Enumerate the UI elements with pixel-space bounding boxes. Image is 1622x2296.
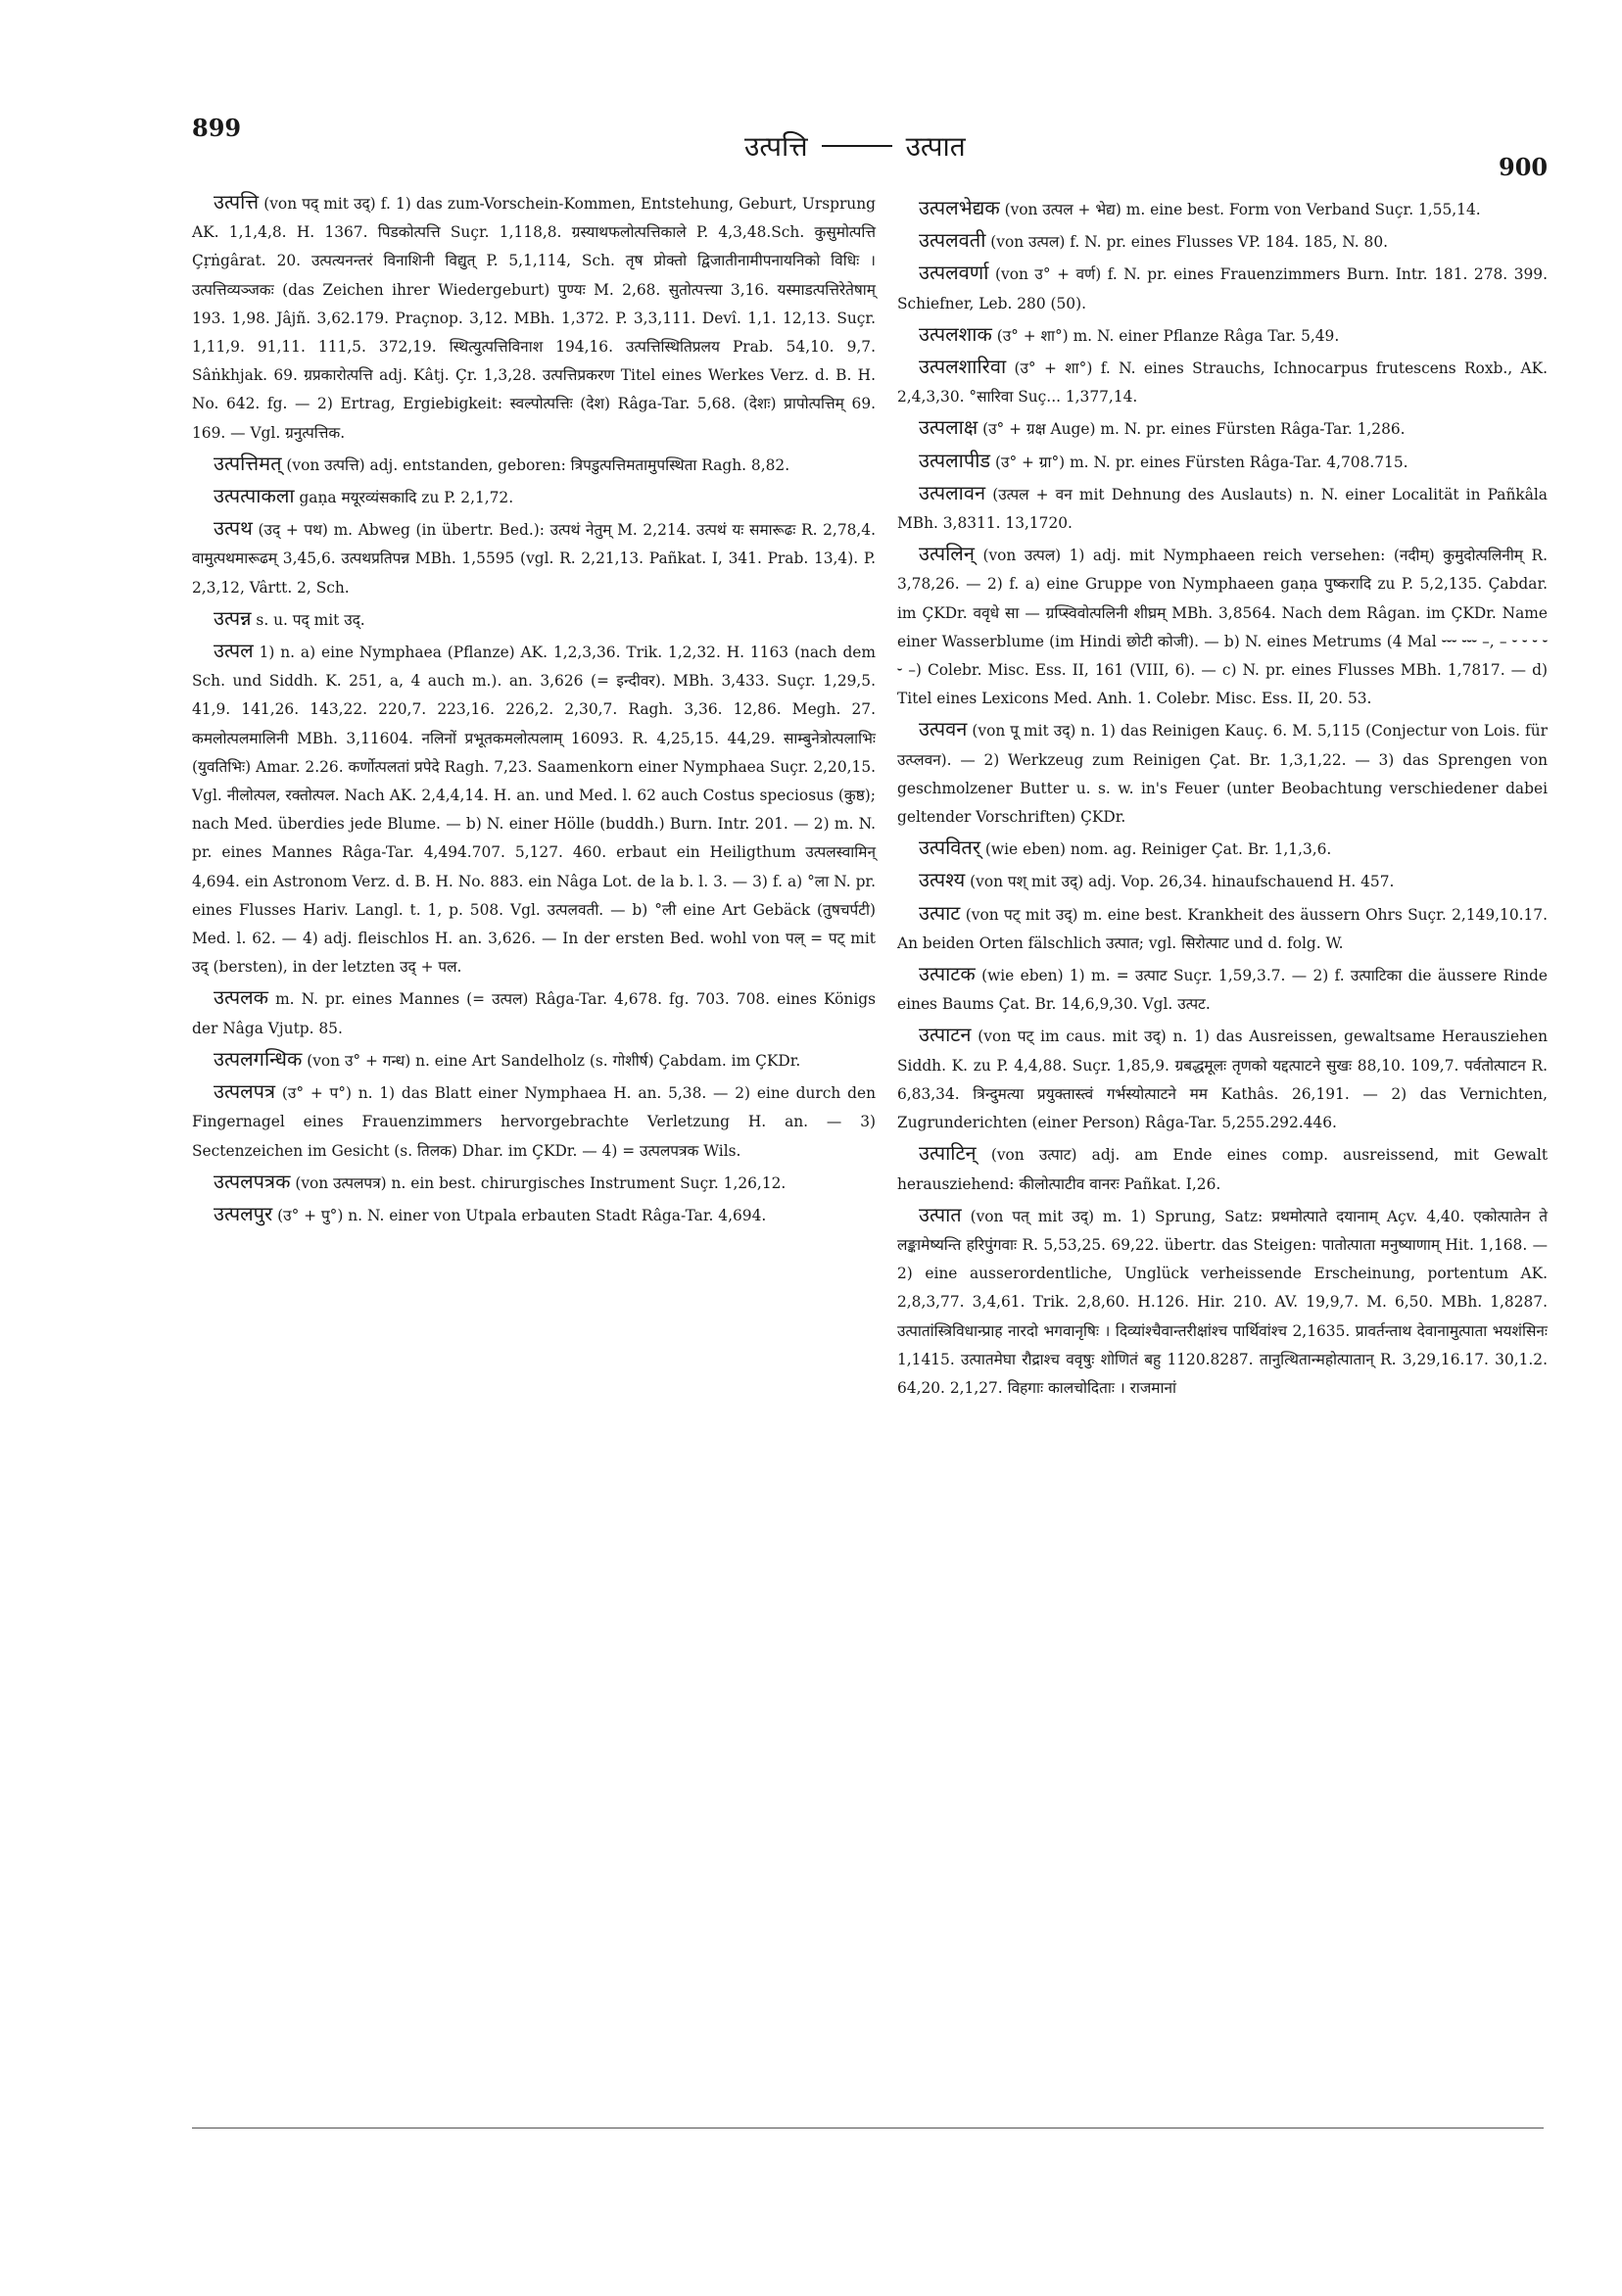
entry-definition: (von उत्पलपत्र) n. ein best. chirurgisches Instrument Suçr. 1,26,12.	[290, 1173, 787, 1192]
bottom-rule	[192, 2128, 1544, 2129]
entry-headword: उत्पत्तिमत्	[214, 451, 282, 475]
entry-definition: (उद् + पथ) m. Abweg (in übertr. Bed.): उत्पथं नेतुम् M. 2,214. उत्पथं यः समारूढः R. 2,78,4. वामुत्पथमारूढम् 3,45,6. उत्पथप्रतिपन्न MBh. 1,5595 (vgl. R. 2,21,13. Pañkat. I, 341. Prab. 13,4). P. 2,3,12, Vârtt. 2, Sch.	[192, 521, 876, 597]
entry-headword: उत्पत्ति	[214, 190, 260, 214]
entry-definition: (उ° + पु°) n. N. einer von Utpala erbauten Stadt Râga-Tar. 4,694.	[272, 1206, 767, 1224]
dictionary-entry	[192, 604, 876, 635]
page-number-right: 900	[1499, 153, 1549, 181]
entry-definition: (von उत्पल + भेद्य) m. eine best. Form von Verband Suçr. 1,55,14.	[999, 201, 1481, 218]
entry-headword: उत्पलशारिवा	[919, 355, 1007, 379]
entry-definition: (von पू mit उद्) n. 1) das Reinigen Kauç. 6. M. 5,115 (Conjectur von Lois. für उत्प्लवन). — 2) Werkzeug zum Reinigen Çat. Br. 1,3,1,22. — 3) das Sprengen von geschmolzener Butter u. s. w. in's Feuer (unter Beobachtung verschiedener dabei geltender Vorschriften) ÇKDr.	[897, 722, 1548, 827]
entry-definition: (उ° + प°) n. 1) das Blatt einer Nymphaea H. an. 5,38. — 2) eine durch den Fingernagel eines Frauenzimmers hervorgebrachte Verletzung H. an. — 3) Sectenzeichen im Gesicht (s. तिलक) Dhar. im ÇKDr. — 4) = उत्पलपत्रक Wils.	[192, 1084, 876, 1160]
dictionary-entry	[192, 514, 876, 602]
entry-headword: उत्पलपत्र	[214, 1079, 276, 1104]
entry-headword: उत्पत्पाकला	[214, 484, 295, 508]
entry-definition: (wie eben) 1) m. = उत्पाट Suçr. 1,59,3.7. — 2) f. उत्पाटिका die äussere Rinde eines Baums Çat. Br. 14,6,9,30. Vgl. उत्पट.	[897, 967, 1548, 1014]
entry-definition: (von उत्पत्ति) adj. entstanden, geboren: त्रिपडुत्पत्तिमतामुपस्थिता Ragh. 8,82.	[281, 455, 790, 474]
dictionary-entry	[897, 1021, 1548, 1137]
guide-word-right: उत्पात	[905, 130, 966, 163]
entry-definition: (उत्पल + वन mit Dehnung des Auslauts) n. N. einer Localität in Pañkâla MBh. 3,8311. 13,1720.	[897, 485, 1548, 533]
entry-headword: उत्पल	[214, 639, 254, 663]
entry-headword: उत्पलवर्णा	[919, 261, 989, 285]
dictionary-entry	[192, 188, 876, 448]
entry-definition: (von पट् im caus. mit उद्) n. 1) das Ausreissen, gewaltsame Herausziehen Siddh. K. zu P. 4,4,88. Suçr. 1,85,9. ग्रबद्धमूलः तृणको यद्दत्पाटने सुखः 88,10. 109,7. पर्वतोत्पाटन R. 6,83,34. त्रिन्दुमत्या प्रयुक्तास्त्वं गर्भस्योत्पाटने मम Kathâs. 26,191. — 2) das Vernichten, Zugrunderichten (einer Person) Râga-Tar. 5,255.292.446.	[897, 1028, 1548, 1132]
entry-definition: (von पश् mit उद्) adj. Vop. 26,34. hinaufschauend H. 457.	[965, 873, 1395, 891]
entry-definition: (von पत् mit उद्) m. 1) Sprung, Satz: प्रथमोत्पाते दयानाम् Açv. 4,40. एकोत्पातेन ते लङ्कामेष्यन्ति हरिपुंगवाः R. 5,53,25. 69,22. übertr. das Steigen: पातोत्पाता मनुष्याणाम् Hit. 1,168. — 2) eine ausserordentliche, Unglück verheissende Erscheinung, portentum AK. 2,8,3,77. 3,4,61. Trik. 2,8,60. H.126. Hir. 210. AV. 19,9,7. M. 6,50. MBh. 1,8287. उत्पातांस्त्रिविधान्प्राह नारदो भगवानृषिः । दिव्यांश्चैवान्तरीक्षांश्च पार्थिवांश्च 2,1635. प्रावर्तन्ताथ देवानामुत्पाता भयशंसिनः 1,1415. उत्पातमेघा रौद्राश्च ववृषुः शोणितं बहु 1120.8287. तानुत्थितान्महोत्पातान् R. 3,29,16.17. 30,1.2. 64,20. 2,1,27. विहगाः कालचोदिताः । राजमानां	[897, 1207, 1548, 1397]
dictionary-entry	[897, 447, 1548, 477]
dictionary-entry	[192, 482, 876, 512]
entry-headword: उत्पलभेद्यक	[919, 196, 1000, 219]
entry-headword: उत्पथ	[214, 516, 253, 541]
dictionary-entry	[897, 413, 1548, 444]
running-head	[744, 127, 966, 165]
guide-dash	[822, 145, 892, 147]
entry-definition: (wie eben) nom. ag. Reiniger Çat. Br. 1,1,3,6.	[980, 840, 1332, 859]
dictionary-entry	[897, 226, 1548, 257]
dictionary-entry	[897, 1139, 1548, 1198]
entry-headword: उत्पलापीड	[919, 448, 991, 472]
entry-headword: उत्पाट	[919, 900, 961, 925]
entry-headword: उत्पवन	[919, 717, 968, 741]
entry-headword: उत्पलाक्ष	[919, 415, 978, 440]
guide-word-left: उत्पत्ति	[744, 130, 808, 163]
page-number-left: 899	[192, 114, 242, 142]
dictionary-entry	[192, 1077, 876, 1166]
entry-headword: उत्पलपुर	[214, 1201, 273, 1225]
dictionary-entry	[897, 540, 1548, 713]
entry-definition: (उ° + शा°) f. N. eines Strauchs, Ichnocarpus frutescens Roxb., AK. 2,4,3,30. °सारिवा Suç... 1,377,14.	[897, 359, 1548, 407]
dictionary-entry	[897, 715, 1548, 832]
entry-headword: उत्पश्य	[919, 868, 966, 892]
dictionary-entry	[192, 1168, 876, 1198]
dictionary-entry	[897, 353, 1548, 411]
entry-definition: gaṇa मयूरव्यंसकादि zu P. 2,1,72.	[294, 489, 514, 507]
entry-headword: उत्पाटिन्	[919, 1141, 977, 1166]
dictionary-entry	[897, 194, 1548, 224]
entry-definition: (उ° + ग्रक्ष Auge) m. N. pr. eines Fürsten Râga-Tar. 1,286.	[978, 420, 1406, 439]
entry-headword: उत्पन्न	[214, 605, 252, 630]
entry-definition: (उ° + ग्रा°) m. N. pr. eines Fürsten Râga-Tar. 4,708.715.	[990, 453, 1408, 471]
left-column	[192, 188, 876, 1232]
dictionary-entry	[192, 1200, 876, 1230]
dictionary-entry	[897, 834, 1548, 864]
entry-definition: (von उ° + गन्ध) n. eine Art Sandelholz (s. गोशीर्ष) Çabdam. im ÇKDr.	[302, 1051, 801, 1070]
dictionary-entry	[897, 899, 1548, 958]
dictionary-entry	[897, 320, 1548, 351]
entry-headword: उत्पलशाक	[919, 321, 992, 346]
dictionary-entry	[192, 637, 876, 981]
dictionary-entry	[897, 259, 1548, 317]
dictionary-entry	[192, 983, 876, 1042]
dictionary-entry	[192, 450, 876, 480]
dictionary-entry	[897, 960, 1548, 1019]
dictionary-entry	[897, 479, 1548, 538]
entry-headword: उत्पलपत्रक	[214, 1169, 291, 1193]
entry-definition: (von उत्पल) f. N. pr. eines Flusses VP. 184. 185, N. 80.	[985, 233, 1388, 252]
entry-definition: m. N. pr. eines Mannes (= उत्पल) Râga-Tar. 4,678. fg. 703. 708. eines Königs der Nâga Vjutp. 85.	[192, 990, 876, 1037]
entry-definition: (von उत्पल) 1) adj. mit Nymphaeen reich versehen: (नदीम्) कुमुदोत्पलिनीम् R. 3,78,26. — 2) f. a) eine Gruppe von Nymphaeen gaṇa पुष्करादि zu P. 5,2,135. Çabdar. im ÇKDr. ववृधे सा — ग्रप्स्विवोत्पलिनी शीघ्रम् MBh. 3,8564. Nach dem Râgan. im ÇKDr. Name einer Wasserblume (im Hindi छोटी कोजी). — b) N. eines Metrums (4 Mal ⏑⏑⏑ ⏑⏑⏑ –, – ⏑ ⏑ ⏑ ⏑ ⏑ –) Colebr. Misc. Ess. II, 161 (VIII, 6). — c) N. pr. eines Flusses MBh. 1,7817. — d) Titel eines Lexicons Med. Anh. 1. Colebr. Misc. Ess. II, 20. 53.	[897, 547, 1548, 708]
entry-headword: उत्पलगन्धिक	[214, 1046, 303, 1071]
entry-headword: उत्पाटन	[919, 1023, 972, 1047]
entry-definition: 1) n. a) eine Nymphaea (Pflanze) AK. 1,2,3,36. Trik. 1,2,32. H. 1163 (nach dem Sch. und Siddh. K. 251, a, 4 auch m.). an. 3,626 (= इन्दीवर). MBh. 3,433. Suçr. 1,29,5. 41,9. 141,26. 143,22. 220,7. 223,16. 226,2. 2,30,7. Ragh. 3,36. 12,86. Megh. 27. कमलोत्पलमालिनी MBh. 3,11604. नलिनों प्रभूतकमलोत्पलाम् 16093. R. 4,25,15. 44,29. साम्बुनेत्रोत्पलाभिः (युवतिभिः) Amar. 2.26. कर्णोत्पलतां प्रपेदे Ragh. 7,23. Saamenkorn einer Nymphaea Suçr. 2,20,15. Vgl. नीलोत्पल, रक्तोत्पल. Nach AK. 2,4,4,14. H. an. und Med. l. 62 auch Costus speciosus (कुष्ठ); nach Med. überdies jede Blume. — b) N. einer Hölle (buddh.) Burn. Intr. 201. — 2) m. N. pr. eines Mannes Râga-Tar. 4,494.707. 5,127. 460. erbaut ein Heiligthum उत्पलस्वामिन् 4,694. ein Astronom Verz. d. B. H. No. 883. ein Nâga Lot. de la b. l. 3. — 3) f. a) °ला N. pr. eines Flusses Hariv. Langl. t. 1, p. 508. Vgl. उत्पलवती. — b) °ली eine Art Gebäck (तुषचर्पटी) Med. l. 62. — 4) adj. fleischlos H. an. 3,626. — In der ersten Bed. wohl von पल् = पट् mit उद् (bersten), in der letzten उद् + पल.	[192, 644, 876, 977]
entry-definition: s. u. पद् mit उद्.	[251, 610, 365, 629]
entry-headword: उत्पाटक	[919, 962, 976, 986]
dictionary-entry	[192, 1045, 876, 1076]
entry-headword: उत्पलवती	[919, 228, 986, 253]
entry-headword: उत्पलिन्	[919, 542, 975, 566]
entry-definition: (von पद् mit उद्) f. 1) das zum-Vorschein-Kommen, Entstehung, Geburt, Ursprung AK. 1,1,4,8. H. 1367. पिडकोत्पत्ति Suçr. 1,118,8. ग्रस्याथफलोत्पत्तिकाले P. 4,3,48.Sch. कुसुमोत्पत्ति Çṛṅgârat. 20. उत्पत्यनन्तरं विनाशिनी विद्युत् P. 5,1,114, Sch. तृष प्रोक्तो द्विजातीनामीपनायनिको विधिः । उत्पत्तिव्यञ्जकः (das Zeichen ihrer Wiedergeburt) पुण्यः M. 2,68. सुतोत्पत्त्या 3,16. यस्माडत्पत्तिरेतेषाम् 193. 1,98. Jâjñ. 3,62.179. Praçnop. 3,12. MBh. 1,372. P. 3,3,111. Devî. 1,1. 12,13. Suçr. 1,11,9. 91,11. 111,5. 372,19. स्थित्युत्पत्तिविनाश 194,16. उत्पत्तिस्थितिप्रलय Prab. 54,10. 9,7. Sâṅkhjak. 69. ग्रप्रकारोत्पत्ति adj. Kâtj. Çr. 1,3,28. उत्पत्तिप्रकरण Titel eines Werkes Verz. d. B. H. No. 642. fg. — 2) Ertrag, Ergiebigkeit: स्वल्पोत्पत्तिः (देश) Râga-Tar. 5,68. (देशः) प्रापोत्पत्तिम् 69. 169. — Vgl. ग्रनुत्पत्तिक.	[192, 195, 876, 442]
entry-headword: उत्पवितर्	[919, 836, 980, 860]
entry-definition: (उ° + शा°) m. N. einer Pflanze Râga Tar. 5,49.	[991, 326, 1340, 345]
right-column	[897, 194, 1548, 1405]
dictionary-entry	[897, 866, 1548, 896]
entry-definition: (von उत्पाट) adj. am Ende eines comp. ausreissend, mit Gewalt herausziehend: कीलोत्पाटीव वानरः Pañkat. I,26.	[897, 1146, 1548, 1193]
entry-headword: उत्पात	[919, 1202, 962, 1226]
entry-definition: (von उ° + वर्ण) f. N. pr. eines Frauenzimmers Burn. Intr. 181. 278. 399. Schiefner, Leb. 280 (50).	[897, 265, 1548, 312]
entry-headword: उत्पलावन	[919, 480, 986, 504]
entry-definition: (von पट् mit उद्) m. eine best. Krankheit des äussern Ohrs Suçr. 2,149,10.17. An beiden Orten fälschlich उत्पात; vgl. सिरोत्पाट und d. folg. W.	[897, 905, 1548, 952]
dictionary-entry	[897, 1201, 1548, 1403]
entry-headword: उत्पलक	[214, 985, 269, 1010]
